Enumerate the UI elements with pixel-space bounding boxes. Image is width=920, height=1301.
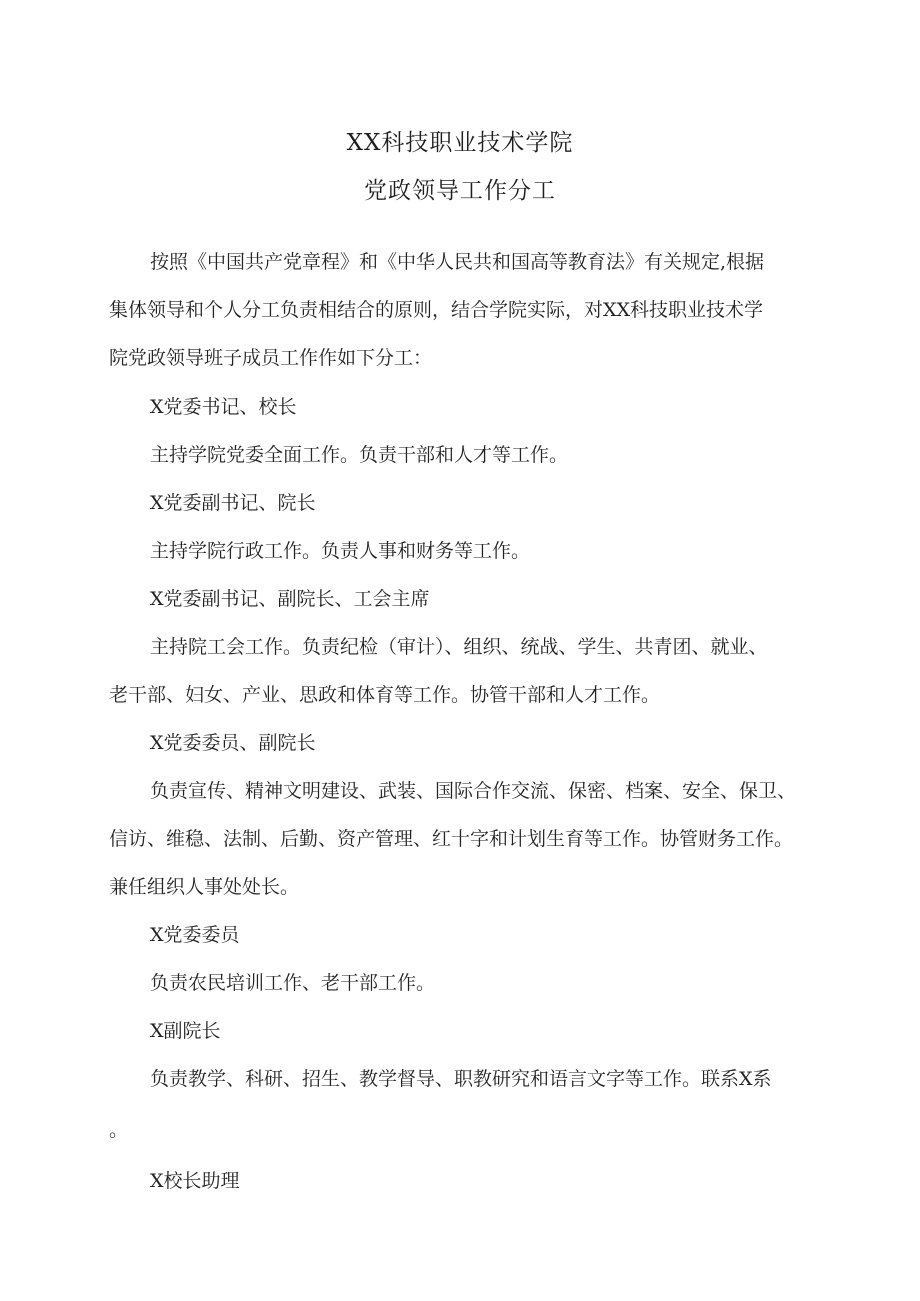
document-subtitle: 党政领导工作分工 xyxy=(364,178,556,204)
role-heading: X校长助理 xyxy=(150,1170,240,1192)
intro-line-1: 按照《中国共产党章程》和《中华人民共和国高等教育法》有关规定,根据 xyxy=(150,251,765,273)
role-heading: X党委书记、校长 xyxy=(150,396,297,418)
role-heading: X党委委员 xyxy=(150,924,240,946)
duty-line: 信访、维稳、法制、后勤、资产管理、红十字和计划生育等工作。协管财务工作。 xyxy=(109,828,794,850)
role-heading: X党委委员、副院长 xyxy=(150,732,316,754)
duty-line: 负责农民培训工作、老干部工作。 xyxy=(150,972,436,994)
role-heading: X党委副书记、院长 xyxy=(150,492,316,514)
duty-line: 负责教学、科研、招生、教学督导、职教研究和语言文字等工作。联系X系 xyxy=(150,1068,772,1090)
duty-line: 主持学院党委全面工作。负责干部和人才等工作。 xyxy=(150,444,569,466)
duty-line: 。 xyxy=(109,1119,129,1141)
intro-line-2: 集体领导和个人分工负责相结合的原则，结合学院实际，对XX科技职业技术学 xyxy=(109,299,764,321)
role-heading: X副院长 xyxy=(150,1020,221,1042)
role-heading: X党委副书记、副院长、工会主席 xyxy=(150,588,430,610)
duty-line: 主持学院行政工作。负责人事和财务等工作。 xyxy=(150,540,531,562)
duty-line: 兼任组织人事处处长。 xyxy=(109,876,300,898)
duty-line: 负责宣传、精神文明建设、武装、国际合作交流、保密、档案、安全、保卫、 xyxy=(150,780,797,802)
document-title: XX科技职业技术学院 xyxy=(346,130,574,156)
duty-line: 老干部、妇女、产业、思政和体育等工作。协管干部和人才工作。 xyxy=(109,684,661,706)
intro-line-3: 院党政领导班子成员工作作如下分工： xyxy=(109,347,433,369)
duty-line: 主持院工会工作。负责纪检（审计）、组织、统战、学生、共青团、就业、 xyxy=(150,636,768,658)
